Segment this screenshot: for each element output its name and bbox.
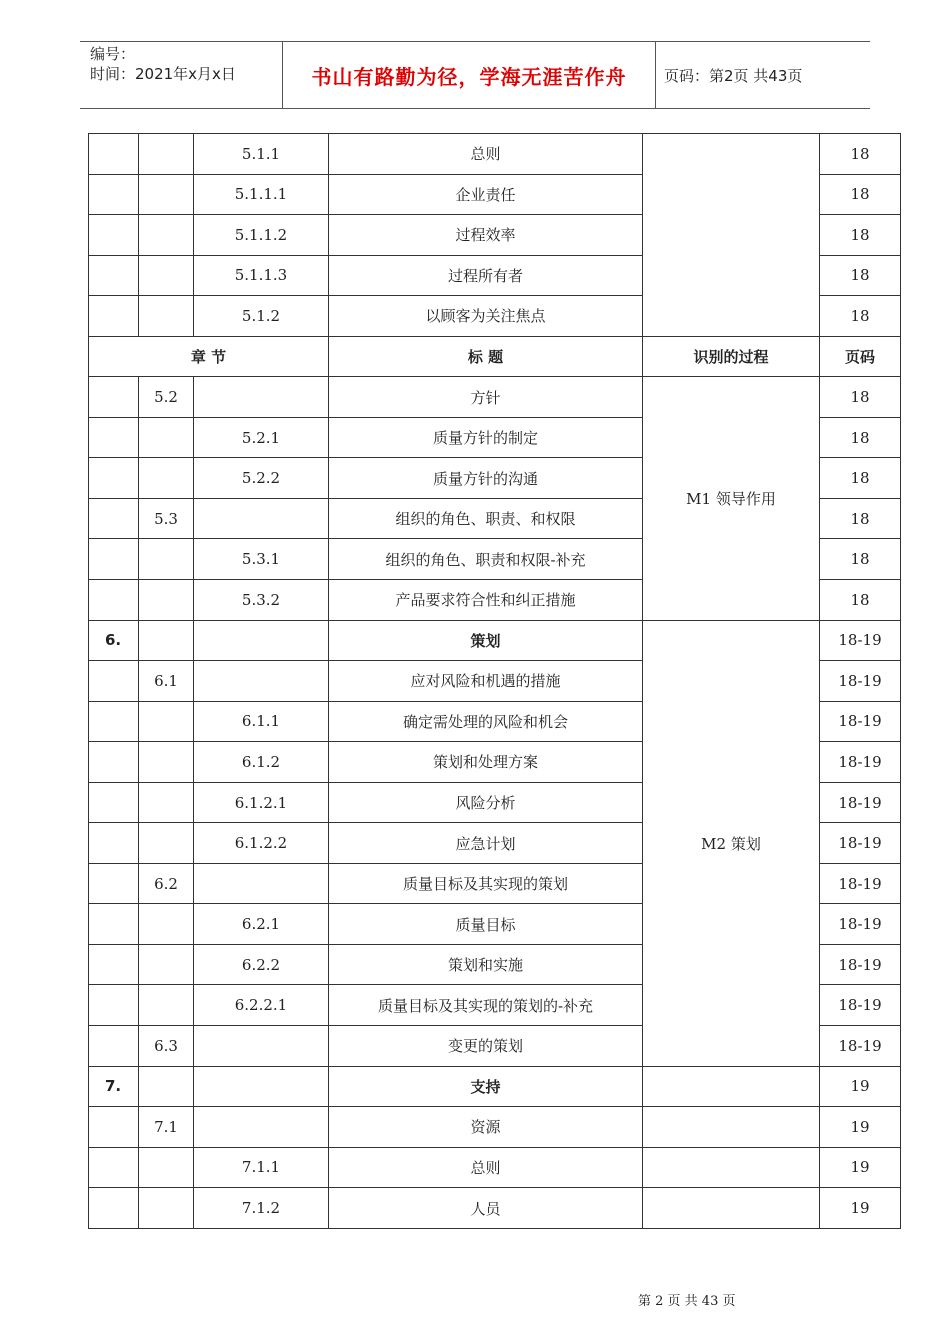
subsection-cell: 5.1.1.3 bbox=[194, 255, 329, 296]
page-number-cell: 18-19 bbox=[820, 742, 901, 783]
chapter-cell bbox=[89, 782, 139, 823]
page-number-cell: 19 bbox=[820, 1188, 901, 1229]
title-cell: 组织的角色、职责、和权限 bbox=[329, 498, 643, 539]
section-cell bbox=[139, 417, 194, 458]
section-cell: 5.2 bbox=[139, 377, 194, 418]
page-number-cell: 18 bbox=[820, 417, 901, 458]
section-cell bbox=[139, 134, 194, 175]
page-number-cell: 18 bbox=[820, 539, 901, 580]
process-header: 识别的过程 bbox=[643, 336, 820, 377]
subsection-cell: 6.2.2 bbox=[194, 944, 329, 985]
chapter-cell bbox=[89, 701, 139, 742]
subsection-cell: 5.2.2 bbox=[194, 458, 329, 499]
subsection-cell: 5.2.1 bbox=[194, 417, 329, 458]
title-cell: 质量目标 bbox=[329, 904, 643, 945]
page-number-cell: 18-19 bbox=[820, 863, 901, 904]
header-meta bbox=[80, 42, 282, 108]
subsection-cell bbox=[194, 1107, 329, 1148]
table-row bbox=[89, 377, 901, 418]
subsection-cell: 5.1.1.1 bbox=[194, 174, 329, 215]
section-cell bbox=[139, 742, 194, 783]
title-cell: 应对风险和机遇的措施 bbox=[329, 661, 643, 702]
section-cell bbox=[139, 539, 194, 580]
title-cell: 资源 bbox=[329, 1107, 643, 1148]
title-cell: 产品要求符合性和纠正措施 bbox=[329, 580, 643, 621]
table-row bbox=[89, 134, 901, 175]
table-row bbox=[89, 1188, 901, 1229]
title-cell: 总则 bbox=[329, 1147, 643, 1188]
toc-table bbox=[88, 133, 901, 1229]
page-number-cell: 18-19 bbox=[820, 620, 901, 661]
section-cell bbox=[139, 1188, 194, 1229]
page-number-cell: 18 bbox=[820, 255, 901, 296]
subsection-cell bbox=[194, 498, 329, 539]
subsection-cell: 6.1.2 bbox=[194, 742, 329, 783]
section-cell bbox=[139, 255, 194, 296]
title-cell: 策划和实施 bbox=[329, 944, 643, 985]
title-cell: 质量方针的制定 bbox=[329, 417, 643, 458]
section-cell: 7.1 bbox=[139, 1107, 194, 1148]
title-cell: 过程所有者 bbox=[329, 255, 643, 296]
table-row bbox=[89, 1066, 901, 1107]
chapter-cell bbox=[89, 417, 139, 458]
page-number-cell: 18 bbox=[820, 498, 901, 539]
section-cell bbox=[139, 458, 194, 499]
section-cell bbox=[139, 1147, 194, 1188]
page-number-cell: 18-19 bbox=[820, 944, 901, 985]
section-cell bbox=[139, 215, 194, 256]
subsection-cell bbox=[194, 661, 329, 702]
title-cell: 质量方针的沟通 bbox=[329, 458, 643, 499]
chapter-cell bbox=[89, 1147, 139, 1188]
section-cell bbox=[139, 580, 194, 621]
process-cell: M1 领导作用 bbox=[643, 377, 820, 620]
title-cell: 以顾客为关注焦点 bbox=[329, 296, 643, 337]
section-cell bbox=[139, 1066, 194, 1107]
page-number-cell: 18 bbox=[820, 296, 901, 337]
title-cell: 变更的策划 bbox=[329, 1026, 643, 1067]
title-cell: 质量目标及其实现的策划 bbox=[329, 863, 643, 904]
subsection-cell: 6.1.1 bbox=[194, 701, 329, 742]
chapter-cell bbox=[89, 296, 139, 337]
page-number-cell: 18 bbox=[820, 458, 901, 499]
chapter-cell bbox=[89, 498, 139, 539]
title-header: 标 题 bbox=[329, 336, 643, 377]
table-row bbox=[89, 620, 901, 661]
chapter-cell: 6. bbox=[89, 620, 139, 661]
page-number-cell: 18-19 bbox=[820, 782, 901, 823]
title-cell: 支持 bbox=[329, 1066, 643, 1107]
page-number-cell: 18-19 bbox=[820, 823, 901, 864]
page-number-cell: 18-19 bbox=[820, 661, 901, 702]
chapter-cell bbox=[89, 458, 139, 499]
page-number-cell: 18-19 bbox=[820, 985, 901, 1026]
section-cell: 6.2 bbox=[139, 863, 194, 904]
chapter-cell bbox=[89, 377, 139, 418]
chapter-cell: 7. bbox=[89, 1066, 139, 1107]
chapter-cell bbox=[89, 1107, 139, 1148]
page-header-cell: 页码 bbox=[820, 336, 901, 377]
title-cell: 总则 bbox=[329, 134, 643, 175]
process-cell bbox=[643, 134, 820, 337]
process-cell bbox=[643, 1107, 820, 1148]
chapter-cell bbox=[89, 823, 139, 864]
title-cell: 企业责任 bbox=[329, 174, 643, 215]
chapter-cell bbox=[89, 1188, 139, 1229]
section-cell bbox=[139, 296, 194, 337]
chapter-cell bbox=[89, 255, 139, 296]
chapter-cell bbox=[89, 742, 139, 783]
header-row bbox=[89, 336, 901, 377]
title-cell: 确定需处理的风险和机会 bbox=[329, 701, 643, 742]
section-cell: 5.3 bbox=[139, 498, 194, 539]
page-number-cell: 18 bbox=[820, 215, 901, 256]
subsection-cell: 6.2.1 bbox=[194, 904, 329, 945]
subsection-cell bbox=[194, 377, 329, 418]
process-cell: M2 策划 bbox=[643, 620, 820, 1066]
title-cell: 人员 bbox=[329, 1188, 643, 1229]
section-cell bbox=[139, 174, 194, 215]
section-cell bbox=[139, 944, 194, 985]
subsection-cell: 7.1.1 bbox=[194, 1147, 329, 1188]
title-cell: 风险分析 bbox=[329, 782, 643, 823]
table-row bbox=[89, 1107, 901, 1148]
subsection-cell: 5.3.1 bbox=[194, 539, 329, 580]
document-number-label: 编号： bbox=[90, 45, 136, 63]
title-cell: 策划 bbox=[329, 620, 643, 661]
chapter-header: 章 节 bbox=[89, 336, 329, 377]
chapter-cell bbox=[89, 661, 139, 702]
page-number-cell: 18 bbox=[820, 134, 901, 175]
chapter-cell bbox=[89, 1026, 139, 1067]
title-cell: 应急计划 bbox=[329, 823, 643, 864]
chapter-cell bbox=[89, 904, 139, 945]
chapter-cell bbox=[89, 215, 139, 256]
section-cell bbox=[139, 904, 194, 945]
page-footer: 第 2 页 共 43 页 bbox=[638, 1294, 736, 1309]
page-number-cell: 19 bbox=[820, 1147, 901, 1188]
page-number-cell: 18 bbox=[820, 580, 901, 621]
page-number-cell: 18 bbox=[820, 174, 901, 215]
subsection-cell: 6.1.2.1 bbox=[194, 782, 329, 823]
subsection-cell: 5.1.1 bbox=[194, 134, 329, 175]
page-number-cell: 18-19 bbox=[820, 701, 901, 742]
page-number-cell: 19 bbox=[820, 1107, 901, 1148]
title-cell: 策划和处理方案 bbox=[329, 742, 643, 783]
subsection-cell bbox=[194, 1066, 329, 1107]
page-number-cell: 18 bbox=[820, 377, 901, 418]
subsection-cell: 6.1.2.2 bbox=[194, 823, 329, 864]
subsection-cell: 6.2.2.1 bbox=[194, 985, 329, 1026]
chapter-cell bbox=[89, 580, 139, 621]
process-cell bbox=[643, 1188, 820, 1229]
subsection-cell: 7.1.2 bbox=[194, 1188, 329, 1229]
table-row bbox=[89, 1147, 901, 1188]
section-cell: 6.3 bbox=[139, 1026, 194, 1067]
page-number-cell: 18-19 bbox=[820, 1026, 901, 1067]
header-motto: 书山有路勤为径，学海无涯苦作舟 bbox=[282, 42, 656, 108]
page-number-cell: 19 bbox=[820, 1066, 901, 1107]
process-cell bbox=[643, 1066, 820, 1107]
title-cell: 过程效率 bbox=[329, 215, 643, 256]
title-cell: 质量目标及其实现的策划的-补充 bbox=[329, 985, 643, 1026]
subsection-cell: 5.3.2 bbox=[194, 580, 329, 621]
chapter-cell bbox=[89, 863, 139, 904]
process-cell bbox=[643, 1147, 820, 1188]
section-cell bbox=[139, 985, 194, 1026]
subsection-cell bbox=[194, 863, 329, 904]
chapter-cell bbox=[89, 539, 139, 580]
chapter-cell bbox=[89, 134, 139, 175]
subsection-cell bbox=[194, 620, 329, 661]
subsection-cell bbox=[194, 1026, 329, 1067]
section-cell bbox=[139, 701, 194, 742]
chapter-cell bbox=[89, 985, 139, 1026]
subsection-cell: 5.1.2 bbox=[194, 296, 329, 337]
section-cell bbox=[139, 620, 194, 661]
page-header bbox=[80, 41, 870, 109]
section-cell bbox=[139, 782, 194, 823]
chapter-cell bbox=[89, 944, 139, 985]
chapter-cell bbox=[89, 174, 139, 215]
section-cell: 6.1 bbox=[139, 661, 194, 702]
subsection-cell: 5.1.1.2 bbox=[194, 215, 329, 256]
header-page-label: 页码：第2页 共43页 bbox=[664, 66, 803, 85]
page-number-cell: 18-19 bbox=[820, 904, 901, 945]
section-cell bbox=[139, 823, 194, 864]
document-date-label: 时间：2021年x月x日 bbox=[90, 65, 236, 83]
title-cell: 方针 bbox=[329, 377, 643, 418]
title-cell: 组织的角色、职责和权限-补充 bbox=[329, 539, 643, 580]
